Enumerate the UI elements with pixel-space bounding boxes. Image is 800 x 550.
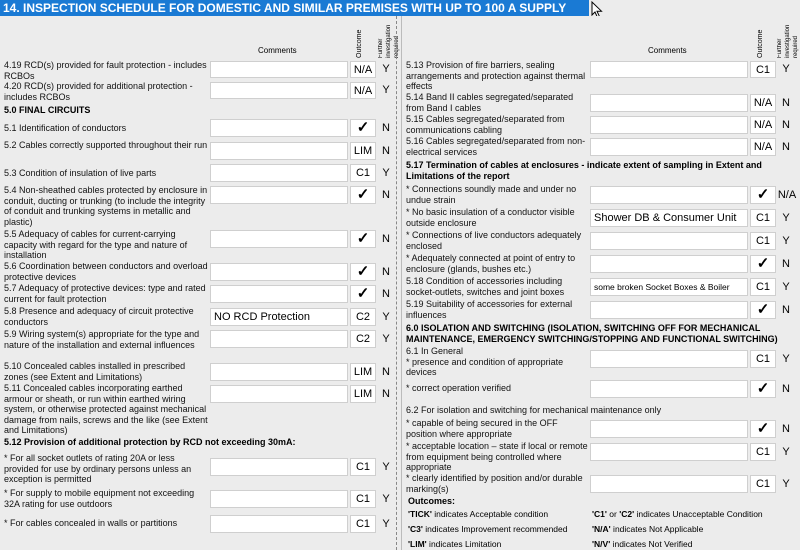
table-row bbox=[402, 230, 798, 252]
row-label: * acceptable location – state if local or remote from equipment being controlled where appropriate bbox=[406, 441, 588, 472]
comment-field[interactable] bbox=[210, 285, 348, 303]
table-row bbox=[402, 207, 798, 228]
comment-field[interactable] bbox=[590, 380, 748, 398]
further-investigation-cell[interactable]: Y bbox=[382, 333, 390, 345]
comment-field[interactable] bbox=[590, 186, 748, 204]
row-label: 5.4 Non-sheathed cables protected by enclosure in conduit, ducting or trunking (to include the integrity of conduit and trunking systems in metallic and plastic) bbox=[4, 185, 208, 227]
further-header: Further investigation required bbox=[777, 24, 799, 58]
outcome-cell[interactable]: N/A bbox=[350, 61, 376, 78]
table-row bbox=[402, 299, 798, 321]
outcome-cell[interactable]: C1 bbox=[750, 350, 776, 368]
table-row bbox=[0, 118, 401, 138]
further-investigation-cell[interactable]: N bbox=[382, 366, 390, 378]
outcome-cell[interactable]: N/A bbox=[750, 116, 776, 134]
legend-item: 'C3' indicates Improvement recommended bbox=[408, 524, 568, 534]
outcome-cell[interactable]: C1 bbox=[350, 490, 376, 508]
table-row bbox=[402, 253, 798, 275]
row-label: * clearly identified by position and/or durable marking(s) bbox=[406, 473, 583, 494]
outcome-cell[interactable]: C1 bbox=[750, 209, 776, 227]
legend-heading: Outcomes: bbox=[408, 496, 456, 506]
outcome-header: Outcome bbox=[356, 29, 363, 58]
further-investigation-cell[interactable]: N bbox=[382, 122, 390, 134]
left-column bbox=[0, 16, 401, 550]
further-investigation-cell[interactable]: N bbox=[782, 423, 790, 435]
comment-field[interactable] bbox=[210, 142, 348, 160]
section-heading: 5.17 Termination of cables at enclosures - indicate extent of sampling in Extent and Limitations of the report bbox=[406, 160, 762, 181]
further-investigation-cell[interactable]: N bbox=[382, 189, 390, 201]
row-label: 4.20 RCD(s) provided for additional protection - includes RCBOs bbox=[4, 81, 193, 102]
legend-item: 'C1' or 'C2' indicates Unacceptable Condition bbox=[592, 509, 763, 519]
table-row bbox=[0, 283, 401, 305]
row-label: 4.19 RCD(s) provided for fault protection - includes RCBOs bbox=[4, 60, 207, 81]
further-investigation-cell[interactable]: N bbox=[782, 304, 790, 316]
outcome-cell[interactable]: ✓ bbox=[350, 186, 376, 204]
row-label: 5.10 Concealed cables installed in prescribed zones (see Extent and Limitations) bbox=[4, 361, 186, 382]
table-row bbox=[402, 276, 798, 298]
table-row bbox=[0, 329, 401, 361]
outcome-cell[interactable]: ✓ bbox=[350, 263, 376, 281]
table-row bbox=[402, 92, 798, 113]
row-label: 5.1 Identification of conductors bbox=[4, 123, 127, 133]
further-investigation-cell[interactable]: N bbox=[382, 266, 390, 278]
table-row bbox=[0, 185, 401, 227]
legend-item: 'N/V' indicates Not Verified bbox=[592, 539, 693, 549]
comment-field[interactable] bbox=[590, 116, 748, 134]
outcome-cell[interactable]: ✓ bbox=[750, 255, 776, 273]
table-row bbox=[0, 453, 401, 487]
row-label: 5.3 Condition of insulation of live parts bbox=[4, 168, 157, 178]
further-investigation-cell[interactable]: N bbox=[782, 141, 790, 153]
comment-field[interactable] bbox=[210, 458, 348, 476]
row-label: * For supply to mobile equipment not exceeding 32A rating for use outdoors bbox=[4, 488, 195, 509]
comment-field[interactable] bbox=[590, 420, 748, 438]
further-investigation-cell[interactable]: Y bbox=[382, 311, 390, 323]
row-label: 5.15 Cables segregated/separated from communications cabling bbox=[406, 114, 565, 135]
table-row bbox=[0, 261, 401, 282]
further-investigation-cell[interactable]: Y bbox=[382, 63, 390, 75]
row-label: 5.16 Cables segregated/separated from non-electrical services bbox=[406, 136, 586, 157]
comment-field[interactable] bbox=[210, 230, 348, 248]
subsection-label: 6.2 For isolation and switching for mechanical maintenance only bbox=[406, 405, 662, 415]
table-row bbox=[402, 441, 798, 471]
further-investigation-cell[interactable]: Y bbox=[782, 478, 790, 490]
outcome-cell[interactable]: C1 bbox=[350, 164, 376, 182]
table-row bbox=[402, 136, 798, 158]
further-investigation-cell[interactable]: N bbox=[382, 288, 390, 300]
table-row bbox=[0, 163, 401, 183]
outcome-cell[interactable]: C1 bbox=[350, 458, 376, 476]
further-investigation-cell[interactable]: N bbox=[782, 383, 790, 395]
further-investigation-cell[interactable]: N bbox=[782, 258, 790, 270]
legend-item: 'LIM' indicates Limitation bbox=[408, 539, 502, 549]
outcome-cell[interactable]: ✓ bbox=[750, 186, 776, 204]
row-label: * Connections of live conductors adequately enclosed bbox=[406, 230, 582, 251]
comment-field[interactable]: some broken Socket Boxes & Boiler bbox=[590, 278, 748, 296]
further-investigation-cell[interactable]: Y bbox=[382, 493, 390, 505]
comment-field[interactable] bbox=[210, 263, 348, 281]
further-header: Further investigation required bbox=[378, 24, 400, 58]
schedule-title: 14. INSPECTION SCHEDULE FOR DOMESTIC AND SIMILAR PREMISES WITH UP TO 100 A SUPPLY bbox=[0, 0, 589, 16]
outcome-cell[interactable]: N/A bbox=[350, 82, 376, 99]
comment-field[interactable] bbox=[590, 350, 748, 368]
table-row bbox=[402, 418, 798, 440]
row-label: 6.1 In General * presence and condition of appropriate devices bbox=[406, 346, 564, 377]
outcome-cell[interactable]: C1 bbox=[750, 61, 776, 78]
further-investigation-cell[interactable]: N bbox=[782, 97, 790, 109]
outcome-cell[interactable]: LIM bbox=[350, 142, 376, 160]
further-investigation-cell[interactable]: N/A bbox=[777, 189, 797, 201]
row-label: 5.9 Wiring system(s) appropriate for the type and nature of the installation and external influences bbox=[4, 329, 200, 350]
section-heading: 5.12 Provision of additional protection by RCD not exceeding 30mA: bbox=[4, 437, 296, 447]
table-row bbox=[0, 361, 401, 383]
row-label: * correct operation verified bbox=[406, 383, 512, 393]
table-row bbox=[402, 60, 798, 92]
comment-field[interactable] bbox=[590, 475, 748, 493]
row-label: 5.8 Presence and adequacy of circuit protective conductors bbox=[4, 306, 194, 327]
row-label: * Connections soundly made and under no undue strain bbox=[406, 184, 577, 205]
outcome-cell[interactable]: C1 bbox=[750, 278, 776, 296]
comment-field[interactable] bbox=[210, 82, 348, 99]
comment-field[interactable] bbox=[590, 94, 748, 112]
comment-field[interactable] bbox=[210, 330, 348, 348]
section-heading: 5.0 FINAL CIRCUITS bbox=[4, 105, 91, 115]
table-row bbox=[402, 378, 798, 400]
outcome-cell[interactable]: N/A bbox=[750, 138, 776, 156]
further-investigation-cell[interactable]: Y bbox=[382, 461, 390, 473]
table-row bbox=[0, 306, 401, 328]
outcome-cell[interactable]: ✓ bbox=[350, 230, 376, 248]
row-label: 5.13 Provision of fire barriers, sealing arrangements and protection against thermal effects bbox=[406, 60, 586, 91]
row-label: 5.5 Adequacy of cables for current-carrying capacity with regard for the type and nature of installation bbox=[4, 229, 188, 260]
table-row bbox=[0, 60, 401, 79]
row-label: * Adequately connected at point of entry to enclosure (glands, bushes etc.) bbox=[406, 253, 576, 274]
outcome-cell[interactable]: C1 bbox=[350, 515, 376, 533]
outcome-cell[interactable]: ✓ bbox=[750, 301, 776, 319]
comment-field[interactable]: Shower DB & Consumer Unit bbox=[590, 209, 748, 227]
row-label: * No basic insulation of a conductor visible outside enclosure bbox=[406, 207, 575, 228]
table-row bbox=[0, 140, 401, 161]
comment-field[interactable] bbox=[590, 255, 748, 273]
row-label: * capable of being secured in the OFF position where appropriate bbox=[406, 418, 558, 439]
right-header bbox=[402, 16, 798, 58]
further-investigation-cell[interactable]: N bbox=[382, 233, 390, 245]
outcome-cell[interactable]: N/A bbox=[750, 94, 776, 112]
comment-field[interactable] bbox=[590, 443, 748, 461]
table-row bbox=[0, 229, 401, 261]
outcome-cell[interactable]: ✓ bbox=[350, 119, 376, 137]
further-investigation-cell[interactable]: Y bbox=[782, 353, 790, 365]
row-label: 5.2 Cables correctly supported throughout their run bbox=[4, 140, 208, 150]
outcome-cell[interactable]: ✓ bbox=[350, 285, 376, 303]
further-investigation-cell[interactable]: N bbox=[382, 388, 390, 400]
outcome-cell[interactable]: C1 bbox=[750, 443, 776, 461]
legend-item: 'TICK' indicates Acceptable condition bbox=[408, 509, 549, 519]
row-label: 5.11 Concealed cables incorporating earthed armour or sheath, or run within earthed wiring system, or otherwise protected against mechanical damage from nails, screws and the like (see Extent and Limitations) bbox=[4, 383, 208, 435]
left-header bbox=[0, 16, 401, 58]
comment-field[interactable]: NO RCD Protection bbox=[210, 308, 348, 326]
table-row bbox=[402, 473, 798, 495]
outcome-cell[interactable]: ✓ bbox=[750, 420, 776, 438]
legend-item: 'N/A' indicates Not Applicable bbox=[592, 524, 704, 534]
further-investigation-cell[interactable]: Y bbox=[382, 167, 390, 179]
comments-header: Comments bbox=[258, 46, 297, 55]
comment-field[interactable] bbox=[210, 363, 348, 381]
outcome-cell[interactable]: C2 bbox=[350, 330, 376, 348]
row-label: * For cables concealed in walls or partitions bbox=[4, 518, 178, 528]
outcome-header: Outcome bbox=[757, 29, 764, 58]
further-investigation-cell[interactable]: Y bbox=[782, 446, 790, 458]
comment-field[interactable] bbox=[210, 119, 348, 137]
further-investigation-cell[interactable]: Y bbox=[782, 63, 790, 75]
table-row bbox=[0, 81, 401, 100]
row-label: 5.14 Band II cables segregated/separated from Band I cables bbox=[406, 92, 574, 113]
outcome-cell[interactable]: C1 bbox=[750, 475, 776, 493]
outcome-cell[interactable]: C1 bbox=[750, 232, 776, 250]
row-label: 5.19 Suitability of accessories for external influences bbox=[406, 299, 573, 320]
table-row bbox=[402, 184, 798, 205]
comment-field[interactable] bbox=[590, 232, 748, 250]
comment-field[interactable] bbox=[210, 515, 348, 533]
further-investigation-cell[interactable]: Y bbox=[782, 235, 790, 247]
comment-field[interactable] bbox=[210, 490, 348, 508]
row-label: * For all socket outlets of rating 20A or less provided for use by ordinary persons unless an exception is permitted bbox=[4, 453, 192, 484]
section-heading: 6.0 ISOLATION AND SWITCHING (ISOLATION, SWITCHING OFF FOR MECHANICAL MAINTENANCE, EMERGENCY SWITCHING/STOPPING AND FUNCTIONAL SWITCHING) bbox=[406, 323, 778, 344]
comment-field[interactable] bbox=[590, 138, 748, 156]
row-label: 5.18 Condition of accessories including socket-outlets, switches and joint boxes bbox=[406, 276, 565, 297]
table-row bbox=[0, 488, 401, 512]
table-row bbox=[402, 114, 798, 135]
table-row bbox=[0, 383, 401, 435]
further-investigation-cell[interactable]: Y bbox=[382, 84, 390, 96]
outcome-cell[interactable]: LIM bbox=[350, 385, 376, 403]
comment-field[interactable] bbox=[210, 186, 348, 204]
comment-field[interactable] bbox=[590, 61, 748, 78]
comment-field[interactable] bbox=[590, 301, 748, 319]
table-row bbox=[402, 346, 798, 376]
further-investigation-cell[interactable]: Y bbox=[782, 281, 790, 293]
comment-field[interactable] bbox=[210, 61, 348, 78]
right-column bbox=[401, 16, 798, 550]
row-label: 5.7 Adequacy of protective devices: type and rated current for fault protection bbox=[4, 283, 206, 304]
outcome-cell[interactable]: C2 bbox=[350, 308, 376, 326]
comment-field[interactable] bbox=[210, 385, 348, 403]
outcome-cell[interactable]: LIM bbox=[350, 363, 376, 381]
further-investigation-cell[interactable]: Y bbox=[782, 212, 790, 224]
comments-header: Comments bbox=[648, 46, 687, 55]
row-label: 5.6 Coordination between conductors and overload protective devices bbox=[4, 261, 208, 282]
further-investigation-cell[interactable]: N bbox=[782, 119, 790, 131]
table-row bbox=[0, 513, 401, 535]
outcome-cell[interactable]: ✓ bbox=[750, 380, 776, 398]
comment-field[interactable] bbox=[210, 164, 348, 182]
further-investigation-cell[interactable]: N bbox=[382, 145, 390, 157]
further-investigation-cell[interactable]: Y bbox=[382, 518, 390, 530]
